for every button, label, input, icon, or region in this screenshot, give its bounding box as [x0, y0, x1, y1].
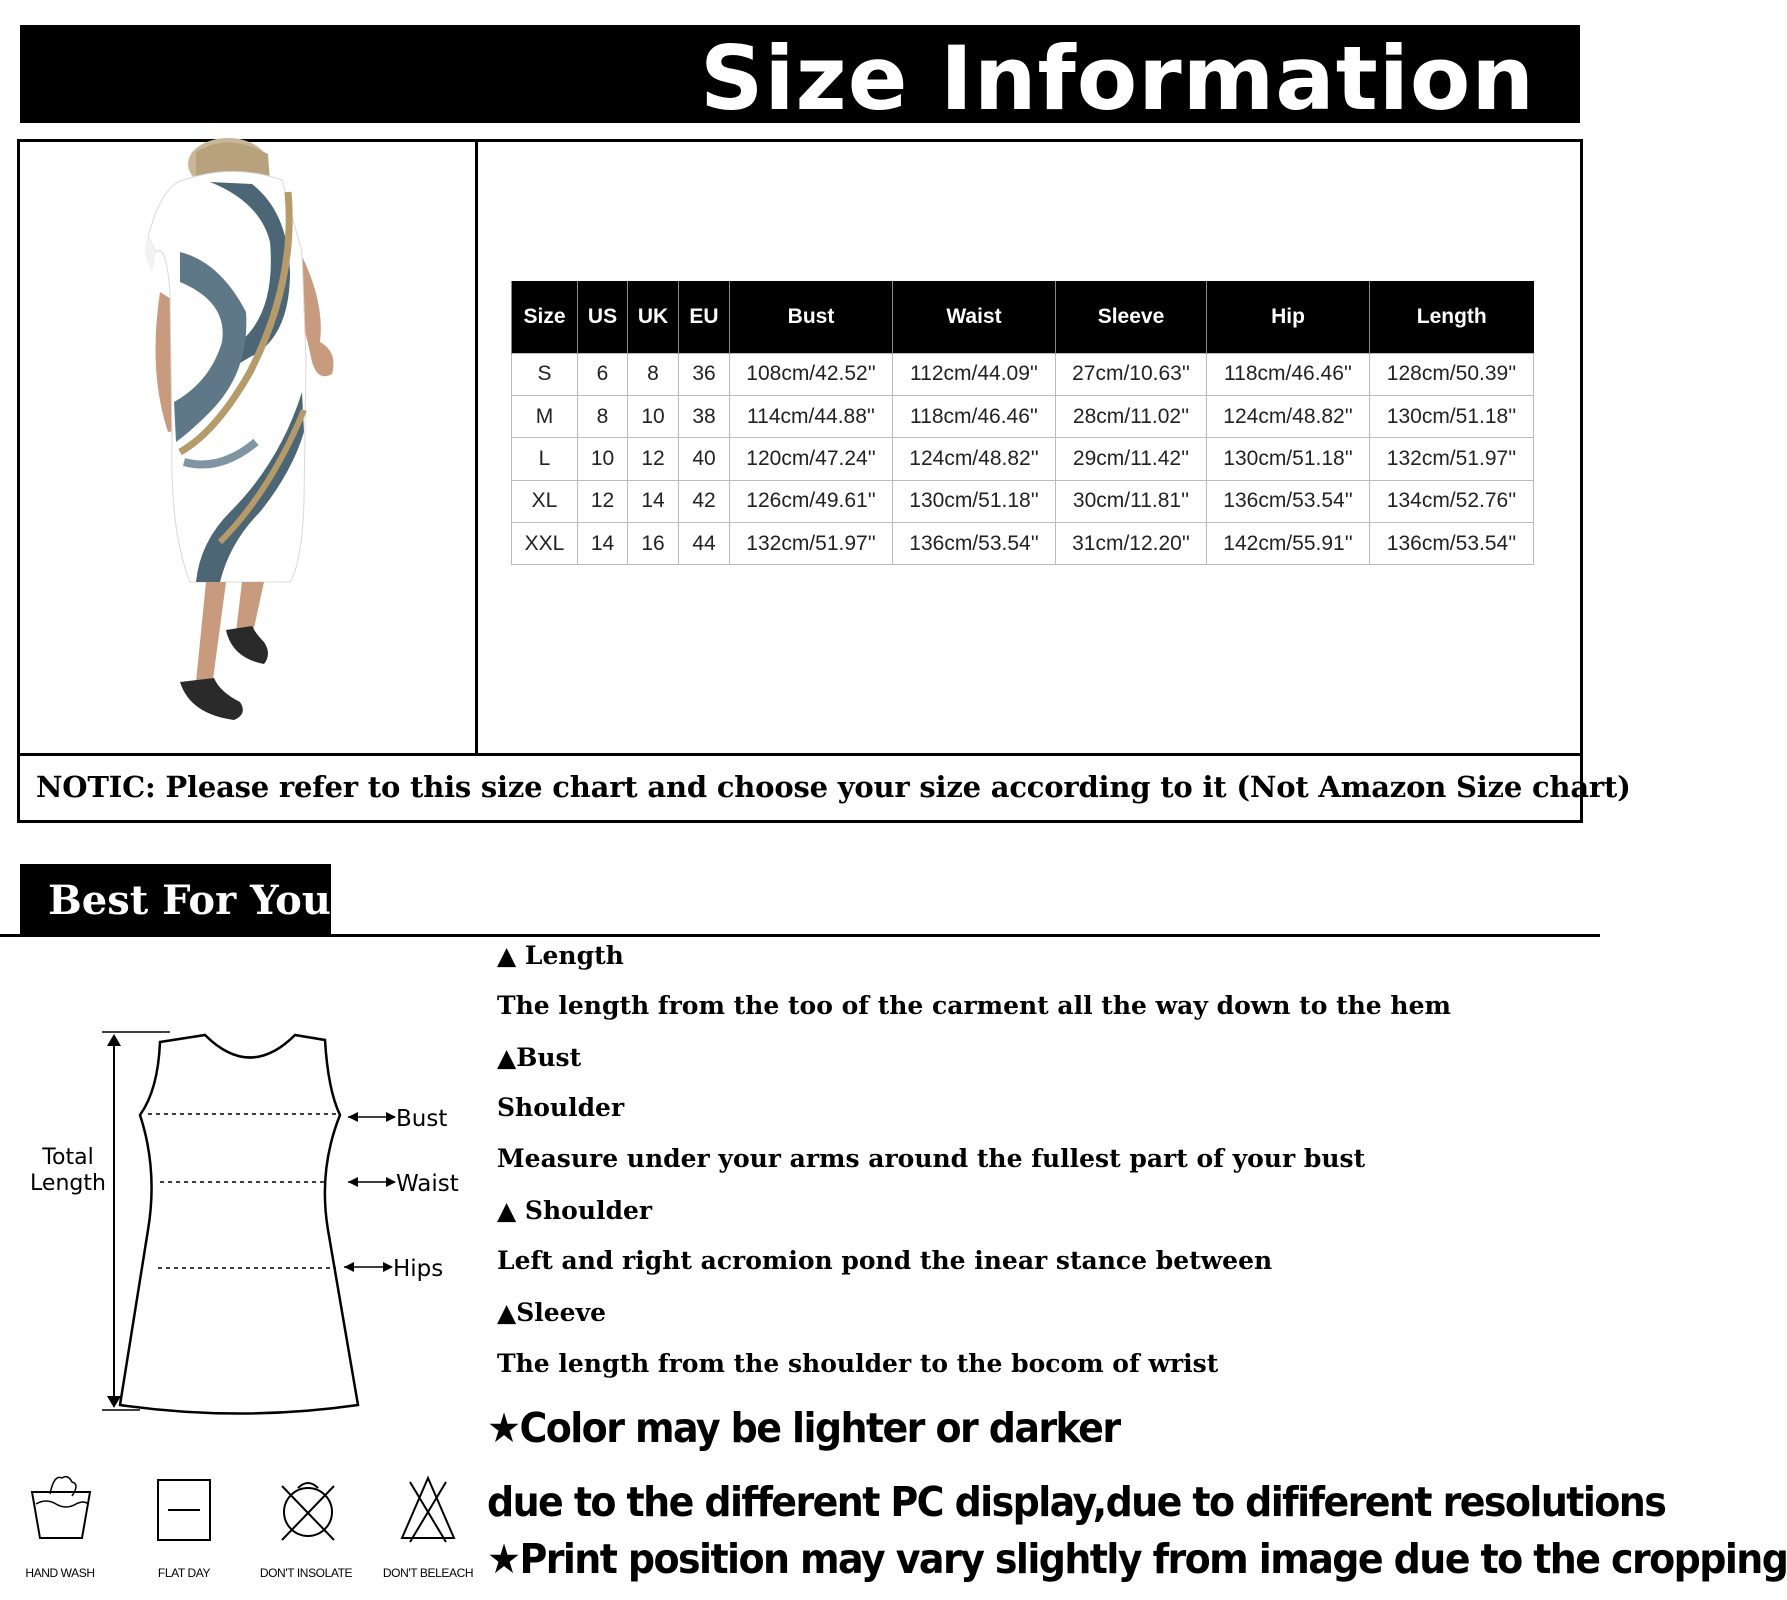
flat-dry-icon: [156, 1478, 212, 1542]
table-row: [512, 395, 1534, 437]
column-header: Waist: [893, 281, 1056, 353]
table-cell: 36: [679, 353, 730, 395]
total-length-label-2: Length: [30, 1171, 106, 1196]
table-cell: 136cm/53.54'': [1370, 523, 1534, 565]
column-header: Size: [512, 281, 578, 353]
desc-bust-heading: ▲Bust: [497, 1043, 582, 1072]
column-header: US: [578, 281, 628, 353]
table-cell: 8: [628, 353, 679, 395]
table-cell: 14: [628, 480, 679, 522]
column-header: Sleeve: [1056, 281, 1207, 353]
desc-shoulder-text: Left and right acromion pond the inear stance between: [497, 1246, 1273, 1275]
table-cell: 12: [628, 438, 679, 480]
page-title: Size Information: [700, 27, 1536, 130]
table-cell: 16: [628, 523, 679, 565]
table-cell: 44: [679, 523, 730, 565]
table-row: [512, 438, 1534, 480]
table-cell: 134cm/52.76'': [1370, 480, 1534, 522]
table-cell: 27cm/10.63'': [1056, 353, 1207, 395]
table-cell: 130cm/51.18'': [893, 480, 1056, 522]
table-header-row: [512, 281, 1534, 353]
section-divider: [0, 934, 1600, 937]
table-cell: 128cm/50.39'': [1370, 353, 1534, 395]
table-cell: 108cm/42.52'': [730, 353, 893, 395]
measurement-diagram: [10, 1030, 480, 1430]
table-cell: 42: [679, 480, 730, 522]
display-note: due to the different PC display,due to dififerent resolutions: [487, 1478, 1666, 1526]
size-chart-table: [511, 281, 1534, 565]
best-for-you-title: Best For You: [48, 877, 331, 924]
column-header: Length: [1370, 281, 1534, 353]
desc-shoulder-heading: ▲ Shoulder: [497, 1196, 653, 1225]
color-note: ★Color may be lighter or darker: [487, 1404, 1120, 1452]
table-cell: XXL: [512, 523, 578, 565]
table-cell: 30cm/11.81'': [1056, 480, 1207, 522]
table-cell: 118cm/46.46'': [893, 395, 1056, 437]
table-cell: 126cm/49.61'': [730, 480, 893, 522]
table-cell: XL: [512, 480, 578, 522]
table-cell: 10: [578, 438, 628, 480]
table-cell: 124cm/48.82'': [893, 438, 1056, 480]
desc-shoulder-word: Shoulder: [497, 1093, 625, 1122]
table-cell: 40: [679, 438, 730, 480]
table-cell: 8: [578, 395, 628, 437]
hips-label: Hips: [393, 1256, 444, 1282]
bust-label: Bust: [396, 1106, 448, 1132]
table-row: [512, 353, 1534, 395]
do-not-tumble-dry-icon: [276, 1474, 340, 1544]
desc-length-heading: ▲ Length: [497, 941, 624, 970]
total-length-label: Total: [42, 1145, 94, 1170]
care-label-dont-beleach: DON'T BELEACH: [382, 1566, 474, 1580]
table-cell: 14: [578, 523, 628, 565]
desc-bust-text: Measure under your arms around the fullest part of your bust: [497, 1144, 1366, 1173]
table-cell: 118cm/46.46'': [1207, 353, 1370, 395]
table-cell: 10: [628, 395, 679, 437]
table-cell: 130cm/51.18'': [1370, 395, 1534, 437]
table-cell: 132cm/51.97'': [730, 523, 893, 565]
table-cell: 136cm/53.54'': [1207, 480, 1370, 522]
hand-wash-icon: [28, 1472, 94, 1544]
table-row: [512, 523, 1534, 565]
dress-outline-icon: [120, 1035, 358, 1414]
desc-length-text: The length from the too of the carment all the way down to the hem: [497, 991, 1451, 1020]
desc-sleeve-heading: ▲Sleeve: [497, 1298, 607, 1327]
table-cell: 132cm/51.97'': [1370, 438, 1534, 480]
best-for-you-tab: [20, 864, 331, 936]
table-row: [512, 480, 1534, 522]
print-position-note: ★Print position may vary slightly from image due to the cropping: [487, 1535, 1787, 1583]
column-header: Hip: [1207, 281, 1370, 353]
column-header: UK: [628, 281, 679, 353]
table-cell: 31cm/12.20'': [1056, 523, 1207, 565]
table-cell: S: [512, 353, 578, 395]
table-cell: 6: [578, 353, 628, 395]
size-notice: NOTIC: Please refer to this size chart and choose your size according to it (Not Amazon Size chart): [20, 753, 1580, 823]
table-cell: 38: [679, 395, 730, 437]
care-label-hand-wash: HAND WASH: [25, 1566, 95, 1580]
table-cell: 142cm/55.91'': [1207, 523, 1370, 565]
care-label-dont-insolate: DON'T INSOLATE: [259, 1566, 353, 1580]
table-cell: 130cm/51.18'': [1207, 438, 1370, 480]
title-bar: [20, 25, 1580, 130]
column-header: Bust: [730, 281, 893, 353]
column-header: EU: [679, 281, 730, 353]
table-cell: 114cm/44.88'': [730, 395, 893, 437]
table-cell: 120cm/47.24'': [730, 438, 893, 480]
table-cell: 12: [578, 480, 628, 522]
desc-sleeve-text: The length from the shoulder to the bocom of wrist: [497, 1349, 1219, 1378]
table-cell: 124cm/48.82'': [1207, 395, 1370, 437]
product-photo: [20, 142, 478, 753]
do-not-bleach-icon: [398, 1474, 458, 1544]
table-cell: L: [512, 438, 578, 480]
model-in-dress-image: [20, 142, 475, 753]
table-cell: 136cm/53.54'': [893, 523, 1056, 565]
waist-label: Waist: [396, 1171, 459, 1197]
table-cell: 28cm/11.02'': [1056, 395, 1207, 437]
table-cell: M: [512, 395, 578, 437]
care-label-flat-day: FLAT DAY: [157, 1566, 211, 1580]
table-cell: 29cm/11.42'': [1056, 438, 1207, 480]
table-cell: 112cm/44.09'': [893, 353, 1056, 395]
